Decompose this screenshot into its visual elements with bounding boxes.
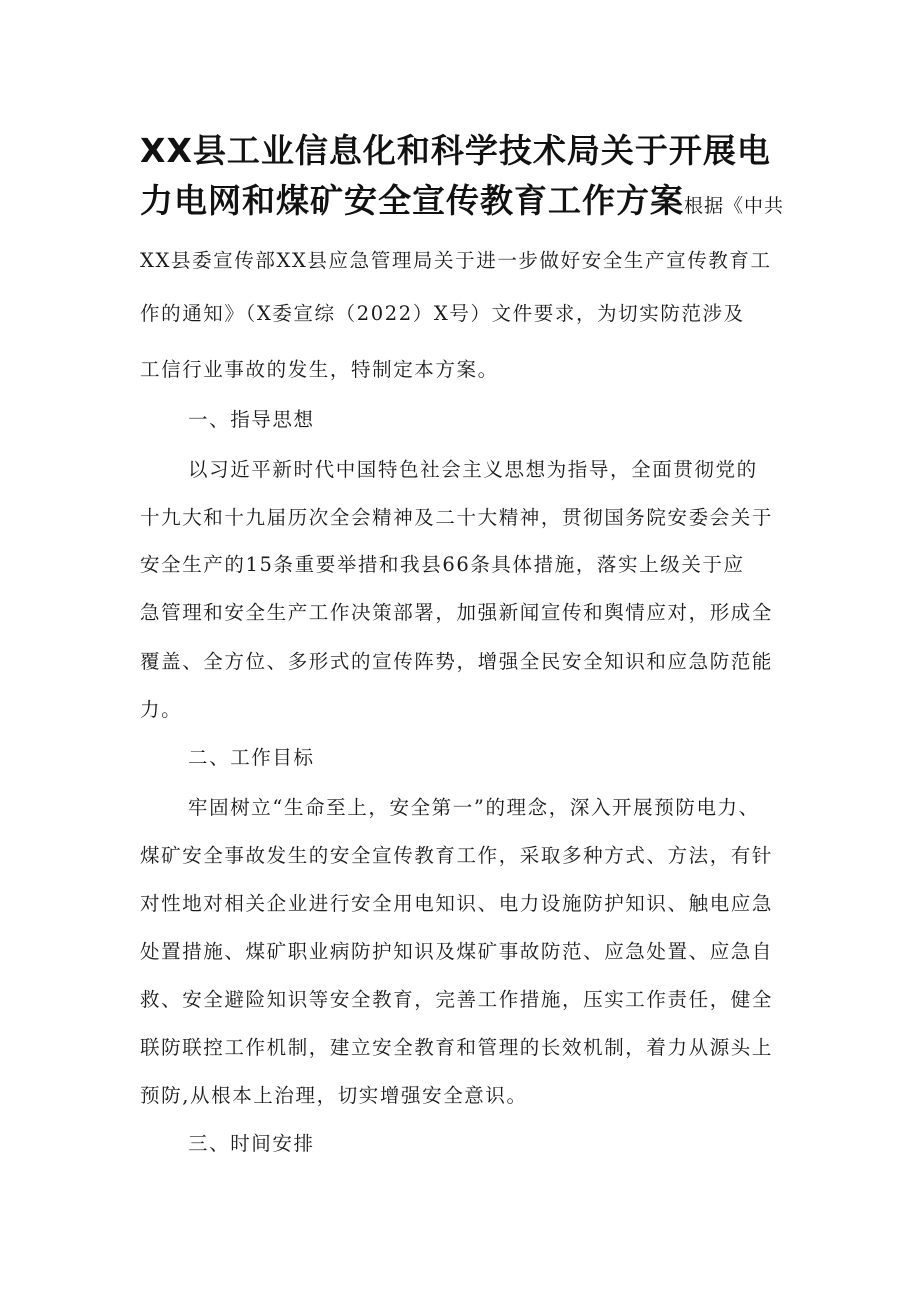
paragraph-line: 十九大和十九届历次全会精神及二十大精神，贯彻国务院安委会关于 — [140, 506, 774, 529]
paragraph-line: 力。 — [140, 698, 183, 721]
title-line-2-text: 力电网和煤矿安全宣传教育工作方案 — [140, 181, 684, 220]
section-heading-guiding-ideology: 一、指导思想 — [188, 408, 315, 431]
paragraph-line: 牢固树立“生命至上，安全第一”的理念，深入开展预防电力、 — [188, 796, 760, 819]
title-line-2 — [140, 176, 790, 231]
paragraph-line: 处置措施、煤矿职业病防护知识及煤矿事故防范、应急处置、应急自 — [140, 940, 774, 963]
intro-lead: 根据《中共 — [684, 195, 785, 217]
title-line-1: XX县工业信息化和科学技术局关于开展电 — [140, 131, 771, 170]
paragraph-line: 急管理和安全生产工作决策部署，加强新闻宣传和舆情应对，形成全 — [140, 601, 774, 624]
intro-line: XX县委宣传部XX县应急管理局关于进一步做好安全生产宣传教育工 — [140, 249, 772, 272]
section-heading-schedule: 三、时间安排 — [188, 1132, 315, 1155]
paragraph-line: 覆盖、全方位、多形式的宣传阵势，增强全民安全知识和应急防范能 — [140, 650, 774, 673]
intro-line: 工信行业事故的发生，特制定本方案。 — [140, 358, 499, 381]
paragraph-line: 煤矿安全事故发生的安全宣传教育工作，采取多种方式、方法，有针 — [140, 844, 774, 867]
paragraph-line: 以习近平新时代中国特色社会主义思想为指导，全面贯彻党的 — [188, 458, 758, 481]
paragraph-line: 联防联控工作机制，建立安全教育和管理的长效机制，着力从源头上 — [140, 1036, 774, 1059]
paragraph-line: 安全生产的15条重要举措和我县66条具体措施，落实上级关于应 — [140, 553, 745, 576]
paragraph-line: 对性地对相关企业进行安全用电知识、电力设施防护知识、触电应急 — [140, 892, 774, 915]
section-heading-work-goals: 二、工作目标 — [188, 746, 315, 769]
document-title — [140, 126, 790, 231]
paragraph-line: 预防,从根本上治理，切实增强安全意识。 — [140, 1084, 528, 1107]
intro-line: 作的通知》（X委宣综（2022）X号）文件要求，为切实防范涉及 — [140, 302, 745, 325]
paragraph-line: 救、安全避险知识等安全教育，完善工作措施，压实工作责任，健全 — [140, 988, 774, 1011]
